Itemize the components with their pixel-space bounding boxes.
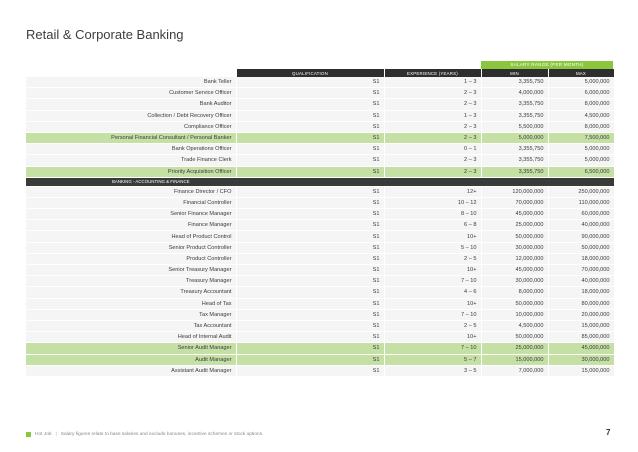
cell-min: 50,000,000 [481, 298, 548, 309]
cell-experience: 10+ [384, 265, 481, 276]
cell-role: Finance Director / CFO [26, 186, 236, 197]
cell-qualification: S1 [236, 110, 384, 121]
cell-qualification: S1 [236, 354, 384, 365]
table-header-row [26, 69, 614, 77]
table-row [26, 320, 614, 331]
cell-min: 50,000,000 [481, 231, 548, 242]
cell-min: 70,000,000 [481, 197, 548, 208]
cell-experience: 10+ [384, 332, 481, 343]
section-row [26, 177, 614, 186]
cell-min: 45,000,000 [481, 209, 548, 220]
table-row [26, 155, 614, 166]
cell-min: 8,000,000 [481, 287, 548, 298]
cell-role: Senior Finance Manager [26, 209, 236, 220]
cell-max: 40,000,000 [548, 276, 614, 287]
table-row [26, 99, 614, 110]
cell-max: 250,000,000 [548, 186, 614, 197]
table-row [26, 121, 614, 132]
cell-qualification: S1 [236, 132, 384, 143]
header-role [26, 69, 236, 77]
table-row [26, 88, 614, 99]
cell-max: 30,000,000 [548, 354, 614, 365]
cell-max: 6,000,000 [548, 88, 614, 99]
cell-min: 30,000,000 [481, 242, 548, 253]
table-row [26, 265, 614, 276]
cell-min: 3,355,750 [481, 155, 548, 166]
table-row [26, 354, 614, 365]
footer [26, 432, 263, 437]
cell-qualification: S1 [236, 186, 384, 197]
cell-experience: 10+ [384, 298, 481, 309]
cell-experience: 7 – 10 [384, 343, 481, 354]
table-row [26, 166, 614, 177]
cell-role: Personal Financial Consultant / Personal Banker [26, 132, 236, 143]
cell-max: 8,000,000 [548, 99, 614, 110]
cell-role: Priority Acquisition Officer [26, 166, 236, 177]
cell-qualification: S1 [236, 343, 384, 354]
cell-role: Product Controller [26, 253, 236, 264]
cell-min: 3,355,750 [481, 99, 548, 110]
cell-qualification: S1 [236, 253, 384, 264]
header-experience: EXPERIENCE (YEARS) [384, 69, 481, 77]
cell-qualification: S1 [236, 220, 384, 231]
cell-role: Head of Product Control [26, 231, 236, 242]
table-row [26, 132, 614, 143]
cell-experience: 1 – 3 [384, 110, 481, 121]
cell-qualification: S1 [236, 231, 384, 242]
brand-square-icon [26, 432, 31, 437]
cell-qualification: S1 [236, 265, 384, 276]
cell-min: 10,000,000 [481, 309, 548, 320]
table-row [26, 209, 614, 220]
header-qualification: QUALIFICATION [236, 69, 384, 77]
cell-experience: 5 – 7 [384, 354, 481, 365]
cell-max: 18,000,000 [548, 253, 614, 264]
cell-qualification: S1 [236, 197, 384, 208]
cell-qualification: S1 [236, 155, 384, 166]
cell-role: Bank Teller [26, 77, 236, 88]
cell-qualification: S1 [236, 298, 384, 309]
cell-qualification: S1 [236, 332, 384, 343]
table-row [26, 144, 614, 155]
cell-min: 15,000,000 [481, 354, 548, 365]
cell-min: 30,000,000 [481, 276, 548, 287]
cell-min: 4,500,000 [481, 320, 548, 331]
cell-experience: 2 – 3 [384, 121, 481, 132]
table-row [26, 298, 614, 309]
cell-experience: 2 – 5 [384, 320, 481, 331]
table-row [26, 309, 614, 320]
cell-qualification: S1 [236, 88, 384, 99]
cell-qualification: S1 [236, 242, 384, 253]
cell-role: Treasury Accountant [26, 287, 236, 298]
cell-role: Treasury Manager [26, 276, 236, 287]
cell-min: 25,000,000 [481, 220, 548, 231]
cell-max: 80,000,000 [548, 298, 614, 309]
table-row [26, 186, 614, 197]
cell-max: 15,000,000 [548, 320, 614, 331]
cell-qualification: S1 [236, 309, 384, 320]
cell-experience: 5 – 10 [384, 242, 481, 253]
header-max: MAX [548, 69, 614, 77]
cell-min: 3,355,750 [481, 166, 548, 177]
table-row [26, 287, 614, 298]
cell-max: 40,000,000 [548, 220, 614, 231]
cell-min: 120,000,000 [481, 186, 548, 197]
footer-separator: | [55, 432, 57, 437]
cell-experience: 10+ [384, 231, 481, 242]
cell-min: 25,000,000 [481, 343, 548, 354]
cell-experience: 8 – 10 [384, 209, 481, 220]
cell-role: Tax Manager [26, 309, 236, 320]
table-row [26, 332, 614, 343]
cell-role: Senior Audit Manager [26, 343, 236, 354]
cell-role: Customer Service Officer [26, 88, 236, 99]
cell-role: Senior Product Controller [26, 242, 236, 253]
table-row [26, 197, 614, 208]
cell-min: 5,000,000 [481, 132, 548, 143]
cell-max: 70,000,000 [548, 265, 614, 276]
cell-min: 50,000,000 [481, 332, 548, 343]
cell-min: 5,500,000 [481, 121, 548, 132]
cell-experience: 2 – 5 [384, 253, 481, 264]
cell-role: Bank Auditor [26, 99, 236, 110]
cell-experience: 7 – 10 [384, 309, 481, 320]
cell-qualification: S1 [236, 166, 384, 177]
cell-max: 5,000,000 [548, 144, 614, 155]
page-title: Retail & Corporate Banking [26, 27, 184, 42]
cell-max: 85,000,000 [548, 332, 614, 343]
cell-min: 12,000,000 [481, 253, 548, 264]
cell-experience: 0 – 1 [384, 144, 481, 155]
cell-role: Audit Manager [26, 354, 236, 365]
cell-experience: 2 – 3 [384, 88, 481, 99]
cell-experience: 2 – 3 [384, 166, 481, 177]
cell-max: 15,000,000 [548, 365, 614, 376]
cell-max: 60,000,000 [548, 209, 614, 220]
cell-role: Head of Internal Audit [26, 332, 236, 343]
cell-experience: 2 – 3 [384, 99, 481, 110]
table-row [26, 343, 614, 354]
cell-role: Bank Operations Officer [26, 144, 236, 155]
table-row [26, 231, 614, 242]
cell-max: 5,000,000 [548, 77, 614, 88]
header-min: MIN [481, 69, 548, 77]
cell-min: 4,000,000 [481, 88, 548, 99]
cell-min: 3,355,750 [481, 77, 548, 88]
table-row [26, 365, 614, 376]
cell-min: 3,355,750 [481, 144, 548, 155]
cell-experience: 4 – 6 [384, 287, 481, 298]
cell-qualification: S1 [236, 121, 384, 132]
cell-qualification: S1 [236, 365, 384, 376]
cell-experience: 1 – 3 [384, 77, 481, 88]
cell-role: Finance Manager [26, 220, 236, 231]
cell-role: Trade Finance Clerk [26, 155, 236, 166]
table-row [26, 220, 614, 231]
cell-max: 20,000,000 [548, 309, 614, 320]
salary-table [26, 69, 615, 377]
footer-brand: Hot Job [35, 432, 52, 437]
cell-qualification: S1 [236, 287, 384, 298]
salary-range-header: SALARY RANGE (PER MONTH) [481, 61, 613, 69]
cell-experience: 2 – 3 [384, 155, 481, 166]
cell-experience: 12+ [384, 186, 481, 197]
cell-min: 7,000,000 [481, 365, 548, 376]
cell-max: 6,500,000 [548, 166, 614, 177]
cell-role: Head of Tax [26, 298, 236, 309]
cell-max: 18,000,000 [548, 287, 614, 298]
table-row [26, 77, 614, 88]
cell-role: Compliance Officer [26, 121, 236, 132]
cell-min: 45,000,000 [481, 265, 548, 276]
cell-qualification: S1 [236, 209, 384, 220]
page-number: 7 [606, 428, 611, 437]
cell-max: 5,000,000 [548, 155, 614, 166]
table-row [26, 242, 614, 253]
cell-qualification: S1 [236, 276, 384, 287]
cell-max: 7,500,000 [548, 132, 614, 143]
cell-role: Collection / Debt Recovery Officer [26, 110, 236, 121]
section-label: BANKING - ACCOUNTING & FINANCE [26, 177, 614, 186]
cell-max: 50,000,000 [548, 242, 614, 253]
cell-experience: 3 – 5 [384, 365, 481, 376]
cell-min: 3,355,750 [481, 110, 548, 121]
table-row [26, 253, 614, 264]
cell-qualification: S1 [236, 99, 384, 110]
table-row [26, 110, 614, 121]
table-row [26, 276, 614, 287]
cell-experience: 10 – 12 [384, 197, 481, 208]
cell-experience: 2 – 3 [384, 132, 481, 143]
cell-role: Senior Treasury Manager [26, 265, 236, 276]
cell-max: 90,000,000 [548, 231, 614, 242]
cell-role: Tax Accountant [26, 320, 236, 331]
cell-role: Financial Controller [26, 197, 236, 208]
cell-max: 4,500,000 [548, 110, 614, 121]
cell-role: Assistant Audit Manager [26, 365, 236, 376]
cell-max: 45,000,000 [548, 343, 614, 354]
footer-note: Salary figures relate to base salaries and exclude bonuses, incentive schemes or stock options. [60, 432, 264, 437]
cell-experience: 6 – 8 [384, 220, 481, 231]
cell-experience: 7 – 10 [384, 276, 481, 287]
cell-max: 110,000,000 [548, 197, 614, 208]
cell-max: 8,000,000 [548, 121, 614, 132]
cell-qualification: S1 [236, 320, 384, 331]
cell-qualification: S1 [236, 77, 384, 88]
cell-qualification: S1 [236, 144, 384, 155]
